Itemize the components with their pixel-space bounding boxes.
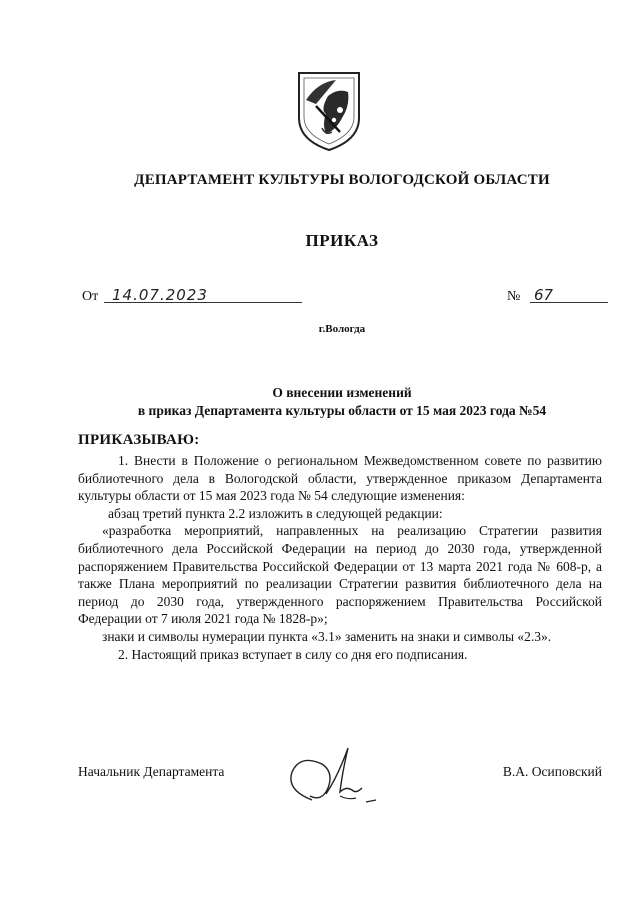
signatory-title: Начальник Департамента (78, 764, 225, 779)
order-body (78, 452, 602, 663)
handwritten-date: 14.07.2023 (112, 286, 208, 304)
paragraph-2: абзац третий пункта 2.2 изложить в следующей редакции: (108, 505, 443, 521)
handwritten-signature (282, 742, 382, 808)
number-prefix: № (507, 289, 521, 304)
order-subject (22, 384, 640, 420)
paragraph-3: «разработка мероприятий, направленных на реализацию Стратегии развития библиотечного дела Российской Федерации на период до 2030 года, утвержденной распоряжением Правительства Российской Федерации от 13 марта 2021 года № 608-р, а также Плана мероприятий по реализации Стратегии развития библиотечного дела на период до 2030 года, утвержденного распоряжением Правительства Российской Федерации от 7 июля 2021 года № 1828-р»; (78, 523, 602, 627)
paragraph-4: знаки и символы нумерации пункта «3.1» заменить на знаки и символы «2.3». (102, 628, 552, 644)
order-heading: ПРИКАЗЫВАЮ: (78, 432, 200, 448)
coat-of-arms-emblem (296, 70, 362, 152)
subject-line-2: в приказ Департамента культуры области от 15 мая 2023 года №54 (137, 403, 547, 418)
department-name: ДЕПАРТАМЕНТ КУЛЬТУРЫ ВОЛОГОДСКОЙ ОБЛАСТИ (134, 172, 550, 188)
document-type-title: ПРИКАЗ (305, 231, 379, 250)
city-label: г.Вологда (318, 323, 366, 335)
date-prefix: От (82, 289, 99, 304)
paragraph-5: 2. Настоящий приказ вступает в силу со дня его подписания. (118, 646, 468, 662)
date-number-row (82, 283, 608, 309)
paragraph-1: 1. Внести в Положение о региональном Межведомственном совете по развитию библиотечного дела в Вологодской области, утвержденное приказом Департамента культуры области от 15 мая 2023 года № 54 следующие изменения: (78, 453, 602, 504)
handwritten-number: 67 (534, 286, 554, 304)
subject-line-1: О внесении изменений (272, 385, 412, 400)
signatory-name: В.А. Осиповский (502, 764, 602, 779)
